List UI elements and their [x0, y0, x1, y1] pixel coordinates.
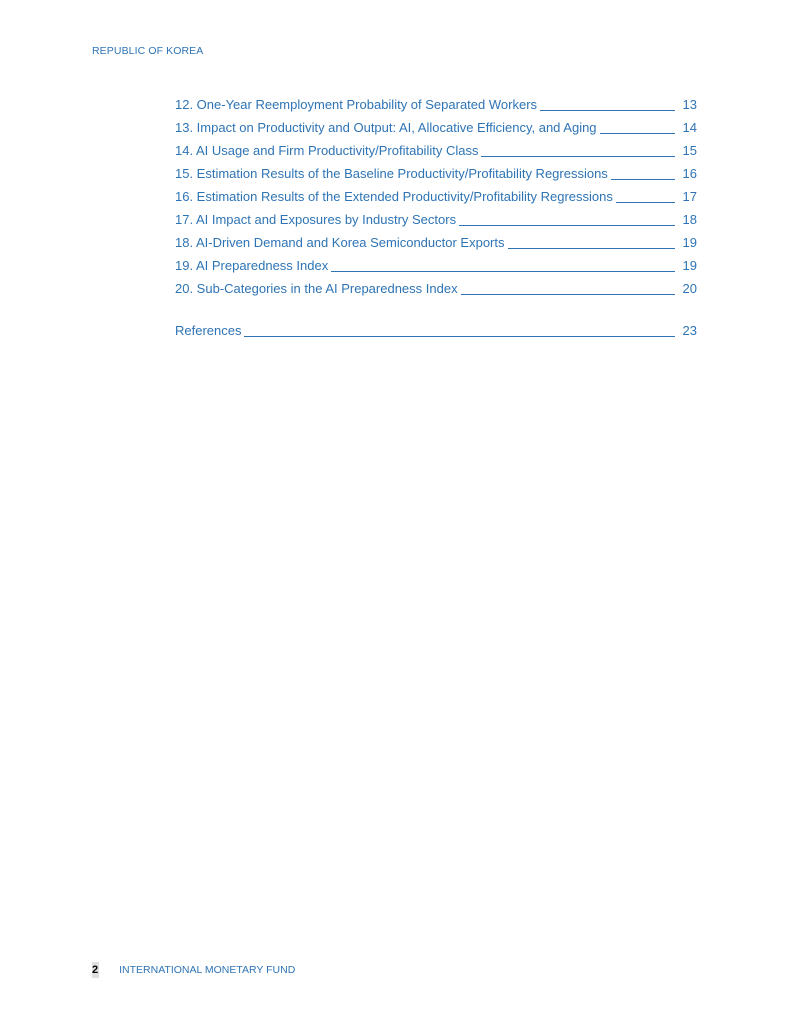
toc-entry-page: 17 [682, 189, 697, 204]
toc-leader-line [600, 133, 675, 134]
toc-entry-page: 13 [682, 97, 697, 112]
toc-entry-label: 14. AI Usage and Firm Productivity/Profitability Class [175, 143, 479, 158]
toc-entry-page: 23 [682, 323, 697, 338]
toc-entry-page: 20 [682, 281, 697, 296]
toc-leader-line [611, 179, 675, 180]
toc-entry[interactable] [175, 143, 697, 166]
toc-entry-page: 16 [682, 166, 697, 181]
toc-entry-references[interactable] [175, 323, 697, 346]
toc-entry[interactable] [175, 281, 697, 304]
toc-entry-label: 16. Estimation Results of the Extended Productivity/Profitability Regressions [175, 189, 613, 204]
toc-entry-label: 20. Sub-Categories in the AI Preparedness Index [175, 281, 458, 296]
footer-title: INTERNATIONAL MONETARY FUND [119, 964, 296, 976]
toc-entry-label: 13. Impact on Productivity and Output: AI, Allocative Efficiency, and Aging [175, 120, 597, 135]
toc-entry-page: 18 [682, 212, 697, 227]
toc-entry[interactable] [175, 189, 697, 212]
toc-entry-page: 19 [682, 235, 697, 250]
page-footer [92, 962, 295, 978]
toc-entry-page: 15 [682, 143, 697, 158]
toc-entry-label: 19. AI Preparedness Index [175, 258, 329, 273]
toc-leader-line [540, 110, 675, 111]
toc-entry-label: 18. AI-Driven Demand and Korea Semiconductor Exports [175, 235, 505, 250]
toc-leader-line [459, 225, 675, 226]
toc-entry[interactable] [175, 97, 697, 120]
toc-entry-label: References [175, 323, 242, 338]
toc-entry[interactable] [175, 258, 697, 281]
table-of-contents [175, 97, 697, 346]
toc-entry[interactable] [175, 120, 697, 143]
toc-leader-line [244, 336, 675, 337]
toc-entry-page: 19 [682, 258, 697, 273]
toc-leader-line [461, 294, 675, 295]
toc-entry[interactable] [175, 166, 697, 189]
toc-leader-line [481, 156, 675, 157]
page-number: 2 [92, 964, 99, 976]
running-header: REPUBLIC OF KOREA [92, 45, 204, 57]
toc-entry-label: 17. AI Impact and Exposures by Industry Sectors [175, 212, 457, 227]
toc-entry-label: 15. Estimation Results of the Baseline Productivity/Profitability Regressions [175, 166, 608, 181]
toc-entry[interactable] [175, 212, 697, 235]
toc-entry-label: 12. One-Year Reemployment Probability of Separated Workers [175, 97, 538, 112]
toc-leader-line [616, 202, 675, 203]
toc-leader-line [508, 248, 675, 249]
toc-entry[interactable] [175, 235, 697, 258]
toc-entry-page: 14 [682, 120, 697, 135]
toc-leader-line [331, 271, 675, 272]
